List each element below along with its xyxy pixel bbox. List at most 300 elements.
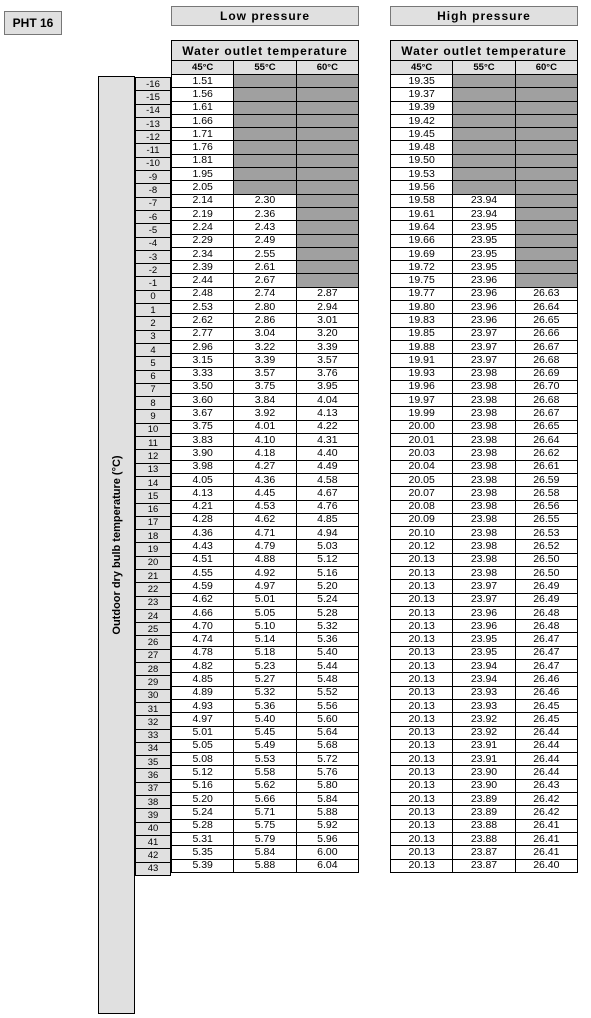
- value-cell: 5.16: [296, 566, 358, 579]
- value-cell: 2.19: [172, 207, 234, 220]
- value-cell: 2.55: [234, 247, 296, 260]
- table-row: [391, 513, 578, 526]
- value-cell: 4.62: [172, 593, 234, 606]
- value-cell: 19.42: [391, 114, 453, 127]
- table-row: [391, 207, 578, 220]
- value-cell: 23.98: [453, 566, 515, 579]
- value-cell: 19.99: [391, 407, 453, 420]
- value-cell: 19.37: [391, 88, 453, 101]
- value-cell: 23.98: [453, 434, 515, 447]
- axis-row: [136, 663, 171, 676]
- unavailable-cell: [234, 128, 296, 141]
- table-row: [172, 154, 359, 167]
- table-row: [172, 580, 359, 593]
- value-cell: 5.66: [234, 793, 296, 806]
- temperature-cell: 22: [136, 583, 171, 596]
- value-cell: 2.30: [234, 194, 296, 207]
- value-cell: 4.45: [234, 487, 296, 500]
- value-cell: 23.98: [453, 447, 515, 460]
- value-cell: 19.93: [391, 367, 453, 380]
- table-row: [391, 261, 578, 274]
- value-cell: 4.76: [296, 500, 358, 513]
- table-row: [391, 168, 578, 181]
- value-cell: 20.13: [391, 553, 453, 566]
- table-row: [391, 473, 578, 486]
- unavailable-cell: [515, 154, 577, 167]
- unavailable-cell: [515, 168, 577, 181]
- value-cell: 5.40: [296, 646, 358, 659]
- value-cell: 23.94: [453, 673, 515, 686]
- temperature-cell: 16: [136, 503, 171, 516]
- value-cell: 2.36: [234, 207, 296, 220]
- value-cell: 20.08: [391, 500, 453, 513]
- axis-row: [136, 649, 171, 662]
- value-cell: 2.43: [234, 221, 296, 234]
- value-cell: 23.98: [453, 527, 515, 540]
- axis-row: [136, 463, 171, 476]
- temperature-cell: 42: [136, 849, 171, 862]
- value-cell: 23.92: [453, 726, 515, 739]
- axis-row: [136, 596, 171, 609]
- value-cell: 2.94: [296, 301, 358, 314]
- column-header: 45°C: [391, 61, 453, 75]
- table-row: [391, 500, 578, 513]
- table-row: [172, 726, 359, 739]
- value-cell: 23.87: [453, 846, 515, 859]
- value-cell: 4.62: [234, 513, 296, 526]
- temperature-cell: 15: [136, 490, 171, 503]
- value-cell: 4.88: [234, 553, 296, 566]
- table-row: [391, 859, 578, 872]
- value-cell: 26.47: [515, 633, 577, 646]
- value-cell: 23.89: [453, 793, 515, 806]
- axis-row: [136, 716, 171, 729]
- temperature-cell: 43: [136, 862, 171, 875]
- axis-row: [136, 796, 171, 809]
- value-cell: 2.87: [296, 287, 358, 300]
- column-header: 60°C: [296, 61, 358, 75]
- temperature-cell: 11: [136, 437, 171, 450]
- value-cell: 2.62: [172, 314, 234, 327]
- temperature-cell: 32: [136, 716, 171, 729]
- value-cell: 5.88: [296, 806, 358, 819]
- table-row: [172, 673, 359, 686]
- table-row: [172, 500, 359, 513]
- value-cell: 23.98: [453, 500, 515, 513]
- unavailable-cell: [296, 128, 358, 141]
- value-cell: 20.10: [391, 527, 453, 540]
- unavailable-cell: [234, 101, 296, 114]
- column-header: 60°C: [515, 61, 577, 75]
- value-cell: 4.74: [172, 633, 234, 646]
- axis-row: [136, 490, 171, 503]
- table-row: [172, 128, 359, 141]
- table-row: [391, 274, 578, 287]
- unavailable-cell: [453, 141, 515, 154]
- table-row: [391, 832, 578, 845]
- table-row: [391, 114, 578, 127]
- table-row: [172, 168, 359, 181]
- value-cell: 4.93: [172, 699, 234, 712]
- value-cell: 5.53: [234, 753, 296, 766]
- value-cell: 3.76: [296, 367, 358, 380]
- value-cell: 5.32: [234, 686, 296, 699]
- table-row: [391, 181, 578, 194]
- value-cell: 26.45: [515, 699, 577, 712]
- unavailable-cell: [453, 101, 515, 114]
- value-cell: 26.41: [515, 846, 577, 859]
- value-cell: 20.13: [391, 739, 453, 752]
- value-cell: 4.22: [296, 420, 358, 433]
- value-cell: 19.56: [391, 181, 453, 194]
- value-cell: 3.15: [172, 354, 234, 367]
- axis-row: [136, 543, 171, 556]
- value-cell: 23.97: [453, 580, 515, 593]
- axis-row: [136, 78, 171, 91]
- table-row: [391, 566, 578, 579]
- table-row: [172, 566, 359, 579]
- value-cell: 5.03: [296, 540, 358, 553]
- value-cell: 4.94: [296, 527, 358, 540]
- unavailable-cell: [234, 168, 296, 181]
- value-cell: 23.98: [453, 367, 515, 380]
- value-cell: 19.97: [391, 394, 453, 407]
- table-row: [172, 354, 359, 367]
- value-cell: 5.08: [172, 753, 234, 766]
- value-cell: 5.05: [172, 739, 234, 752]
- value-cell: 26.42: [515, 793, 577, 806]
- temperature-cell: 9: [136, 410, 171, 423]
- value-cell: 23.92: [453, 713, 515, 726]
- value-cell: 20.12: [391, 540, 453, 553]
- table-row: [172, 620, 359, 633]
- column-header-row: [172, 61, 359, 75]
- table-row: [172, 527, 359, 540]
- value-cell: 19.58: [391, 194, 453, 207]
- column-header: 55°C: [453, 61, 515, 75]
- value-cell: 2.49: [234, 234, 296, 247]
- value-cell: 5.60: [296, 713, 358, 726]
- value-cell: 4.40: [296, 447, 358, 460]
- table-row: [391, 766, 578, 779]
- axis-row: [136, 742, 171, 755]
- value-cell: 5.92: [296, 819, 358, 832]
- value-cell: 5.24: [172, 806, 234, 819]
- value-cell: 26.63: [515, 287, 577, 300]
- value-cell: 19.64: [391, 221, 453, 234]
- temperature-cell: 6: [136, 370, 171, 383]
- unavailable-cell: [453, 114, 515, 127]
- value-cell: 5.96: [296, 832, 358, 845]
- table-row: [172, 75, 359, 88]
- table-row: [391, 713, 578, 726]
- temperature-cell: 40: [136, 822, 171, 835]
- value-cell: 5.40: [234, 713, 296, 726]
- axis-row: [136, 769, 171, 782]
- unavailable-cell: [296, 114, 358, 127]
- value-cell: 1.61: [172, 101, 234, 114]
- value-cell: 19.91: [391, 354, 453, 367]
- axis-row: [136, 397, 171, 410]
- value-cell: 26.44: [515, 739, 577, 752]
- value-cell: 5.12: [172, 766, 234, 779]
- value-cell: 23.88: [453, 819, 515, 832]
- axis-row: [136, 729, 171, 742]
- table-row: [172, 832, 359, 845]
- axis-row: [136, 91, 171, 104]
- temperature-cell: 12: [136, 450, 171, 463]
- value-cell: 26.52: [515, 540, 577, 553]
- axis-row: [136, 516, 171, 529]
- temperature-cell: 23: [136, 596, 171, 609]
- temperature-cell: 19: [136, 543, 171, 556]
- value-cell: 20.13: [391, 859, 453, 872]
- temperature-cell: 7: [136, 383, 171, 396]
- table-row: [391, 154, 578, 167]
- temperature-cell: 18: [136, 530, 171, 543]
- axis-row: [136, 530, 171, 543]
- value-cell: 19.53: [391, 168, 453, 181]
- temperature-cell: 41: [136, 835, 171, 848]
- value-cell: 4.53: [234, 500, 296, 513]
- value-cell: 4.89: [172, 686, 234, 699]
- temperature-cell: -15: [136, 91, 171, 104]
- value-cell: 23.95: [453, 646, 515, 659]
- value-cell: 23.90: [453, 766, 515, 779]
- value-cell: 23.91: [453, 753, 515, 766]
- unavailable-cell: [234, 88, 296, 101]
- value-cell: 3.39: [234, 354, 296, 367]
- value-cell: 1.95: [172, 168, 234, 181]
- unavailable-cell: [515, 101, 577, 114]
- value-cell: 5.27: [234, 673, 296, 686]
- value-cell: 19.72: [391, 261, 453, 274]
- value-cell: 4.78: [172, 646, 234, 659]
- value-cell: 20.13: [391, 620, 453, 633]
- value-cell: 19.48: [391, 141, 453, 154]
- value-cell: 26.65: [515, 420, 577, 433]
- value-cell: 5.20: [296, 580, 358, 593]
- table-row: [391, 287, 578, 300]
- value-cell: 5.45: [234, 726, 296, 739]
- table-row: [172, 261, 359, 274]
- value-cell: 26.44: [515, 766, 577, 779]
- table-row: [172, 327, 359, 340]
- axis-row: [136, 423, 171, 436]
- unavailable-cell: [453, 88, 515, 101]
- table-row: [172, 779, 359, 792]
- value-cell: 20.13: [391, 846, 453, 859]
- value-cell: 20.03: [391, 447, 453, 460]
- temperature-cell: -7: [136, 197, 171, 210]
- value-cell: 26.41: [515, 819, 577, 832]
- unavailable-cell: [453, 168, 515, 181]
- value-cell: 5.28: [172, 819, 234, 832]
- value-cell: 23.94: [453, 207, 515, 220]
- unavailable-cell: [515, 247, 577, 260]
- table-row: [172, 753, 359, 766]
- temperature-cell: 24: [136, 609, 171, 622]
- value-cell: 3.22: [234, 340, 296, 353]
- temperature-cell: -4: [136, 237, 171, 250]
- table-row: [391, 247, 578, 260]
- temperature-cell: 28: [136, 663, 171, 676]
- value-cell: 6.00: [296, 846, 358, 859]
- table-row: [391, 434, 578, 447]
- value-cell: 19.96: [391, 380, 453, 393]
- value-cell: 5.80: [296, 779, 358, 792]
- axis-row: [136, 277, 171, 290]
- value-cell: 26.48: [515, 606, 577, 619]
- table-row: [172, 806, 359, 819]
- value-cell: 5.28: [296, 606, 358, 619]
- value-cell: 26.53: [515, 527, 577, 540]
- value-cell: 26.42: [515, 806, 577, 819]
- value-cell: 26.61: [515, 460, 577, 473]
- value-cell: 5.64: [296, 726, 358, 739]
- value-cell: 26.47: [515, 660, 577, 673]
- value-cell: 20.01: [391, 434, 453, 447]
- value-cell: 5.84: [234, 846, 296, 859]
- table-row: [391, 314, 578, 327]
- table-row: [172, 713, 359, 726]
- value-cell: 23.98: [453, 553, 515, 566]
- value-cell: 19.69: [391, 247, 453, 260]
- unavailable-cell: [296, 181, 358, 194]
- temperature-cell: 34: [136, 742, 171, 755]
- axis-row: [136, 583, 171, 596]
- table-row: [172, 234, 359, 247]
- temperature-cell: 5: [136, 357, 171, 370]
- value-cell: 23.87: [453, 859, 515, 872]
- table-row: [172, 247, 359, 260]
- value-cell: 3.83: [172, 434, 234, 447]
- axis-row: [136, 410, 171, 423]
- value-cell: 5.31: [172, 832, 234, 845]
- axis-row: [136, 131, 171, 144]
- table-row: [391, 673, 578, 686]
- temperature-cell: 31: [136, 702, 171, 715]
- value-cell: 19.35: [391, 75, 453, 88]
- value-cell: 1.81: [172, 154, 234, 167]
- axis-row: [136, 250, 171, 263]
- value-cell: 26.49: [515, 593, 577, 606]
- table-row: [391, 128, 578, 141]
- table-row: [391, 753, 578, 766]
- value-cell: 23.95: [453, 261, 515, 274]
- unavailable-cell: [296, 234, 358, 247]
- table-row: [172, 513, 359, 526]
- value-cell: 26.64: [515, 434, 577, 447]
- value-cell: 26.50: [515, 553, 577, 566]
- value-cell: 2.34: [172, 247, 234, 260]
- value-cell: 5.32: [296, 620, 358, 633]
- table-row: [391, 380, 578, 393]
- value-cell: 1.56: [172, 88, 234, 101]
- table-row: [172, 473, 359, 486]
- axis-row: [136, 117, 171, 130]
- temperature-cell: -10: [136, 157, 171, 170]
- table-row: [391, 301, 578, 314]
- axis-row: [136, 157, 171, 170]
- temperature-cell: -16: [136, 78, 171, 91]
- table-row: [172, 114, 359, 127]
- table-row: [172, 553, 359, 566]
- value-cell: 5.12: [296, 553, 358, 566]
- table-row: [172, 141, 359, 154]
- temperature-cell: -6: [136, 210, 171, 223]
- value-cell: 5.56: [296, 699, 358, 712]
- value-cell: 5.05: [234, 606, 296, 619]
- axis-row: [136, 756, 171, 769]
- table-row: [391, 88, 578, 101]
- table-row: [172, 606, 359, 619]
- value-cell: 4.05: [172, 473, 234, 486]
- table-row: [172, 88, 359, 101]
- table-row: [172, 181, 359, 194]
- value-cell: 26.66: [515, 327, 577, 340]
- value-cell: 26.67: [515, 340, 577, 353]
- value-cell: 2.48: [172, 287, 234, 300]
- temperature-cell: -11: [136, 144, 171, 157]
- value-cell: 26.69: [515, 367, 577, 380]
- table-row: [172, 859, 359, 872]
- unavailable-cell: [453, 154, 515, 167]
- value-cell: 23.98: [453, 460, 515, 473]
- table-row: [172, 301, 359, 314]
- table-row: [391, 633, 578, 646]
- value-cell: 23.95: [453, 633, 515, 646]
- unavailable-cell: [515, 261, 577, 274]
- value-cell: 19.61: [391, 207, 453, 220]
- table-row: [391, 487, 578, 500]
- table-row: [391, 407, 578, 420]
- temperature-cell: 8: [136, 397, 171, 410]
- table-row: [172, 287, 359, 300]
- value-cell: 23.98: [453, 473, 515, 486]
- value-cell: 4.49: [296, 460, 358, 473]
- table-row: [172, 633, 359, 646]
- value-cell: 26.56: [515, 500, 577, 513]
- value-cell: 5.10: [234, 620, 296, 633]
- table-row: [391, 793, 578, 806]
- value-cell: 23.89: [453, 806, 515, 819]
- axis-row: [136, 476, 171, 489]
- unavailable-cell: [515, 88, 577, 101]
- value-cell: 26.44: [515, 753, 577, 766]
- value-cell: 26.46: [515, 673, 577, 686]
- value-cell: 23.88: [453, 832, 515, 845]
- value-cell: 20.13: [391, 646, 453, 659]
- value-cell: 5.76: [296, 766, 358, 779]
- table-row: [172, 593, 359, 606]
- table-row: [172, 434, 359, 447]
- value-cell: 20.13: [391, 566, 453, 579]
- axis-row: [136, 370, 171, 383]
- unavailable-cell: [515, 194, 577, 207]
- high-pressure-title: High pressure: [390, 6, 578, 26]
- axis-row: [136, 437, 171, 450]
- column-header: 45°C: [172, 61, 234, 75]
- value-cell: 20.13: [391, 673, 453, 686]
- value-cell: 5.36: [234, 699, 296, 712]
- axis-row: [136, 862, 171, 875]
- table-row: [391, 527, 578, 540]
- temperature-cell: 4: [136, 343, 171, 356]
- axis-row: [136, 224, 171, 237]
- axis-row: [136, 822, 171, 835]
- value-cell: 26.70: [515, 380, 577, 393]
